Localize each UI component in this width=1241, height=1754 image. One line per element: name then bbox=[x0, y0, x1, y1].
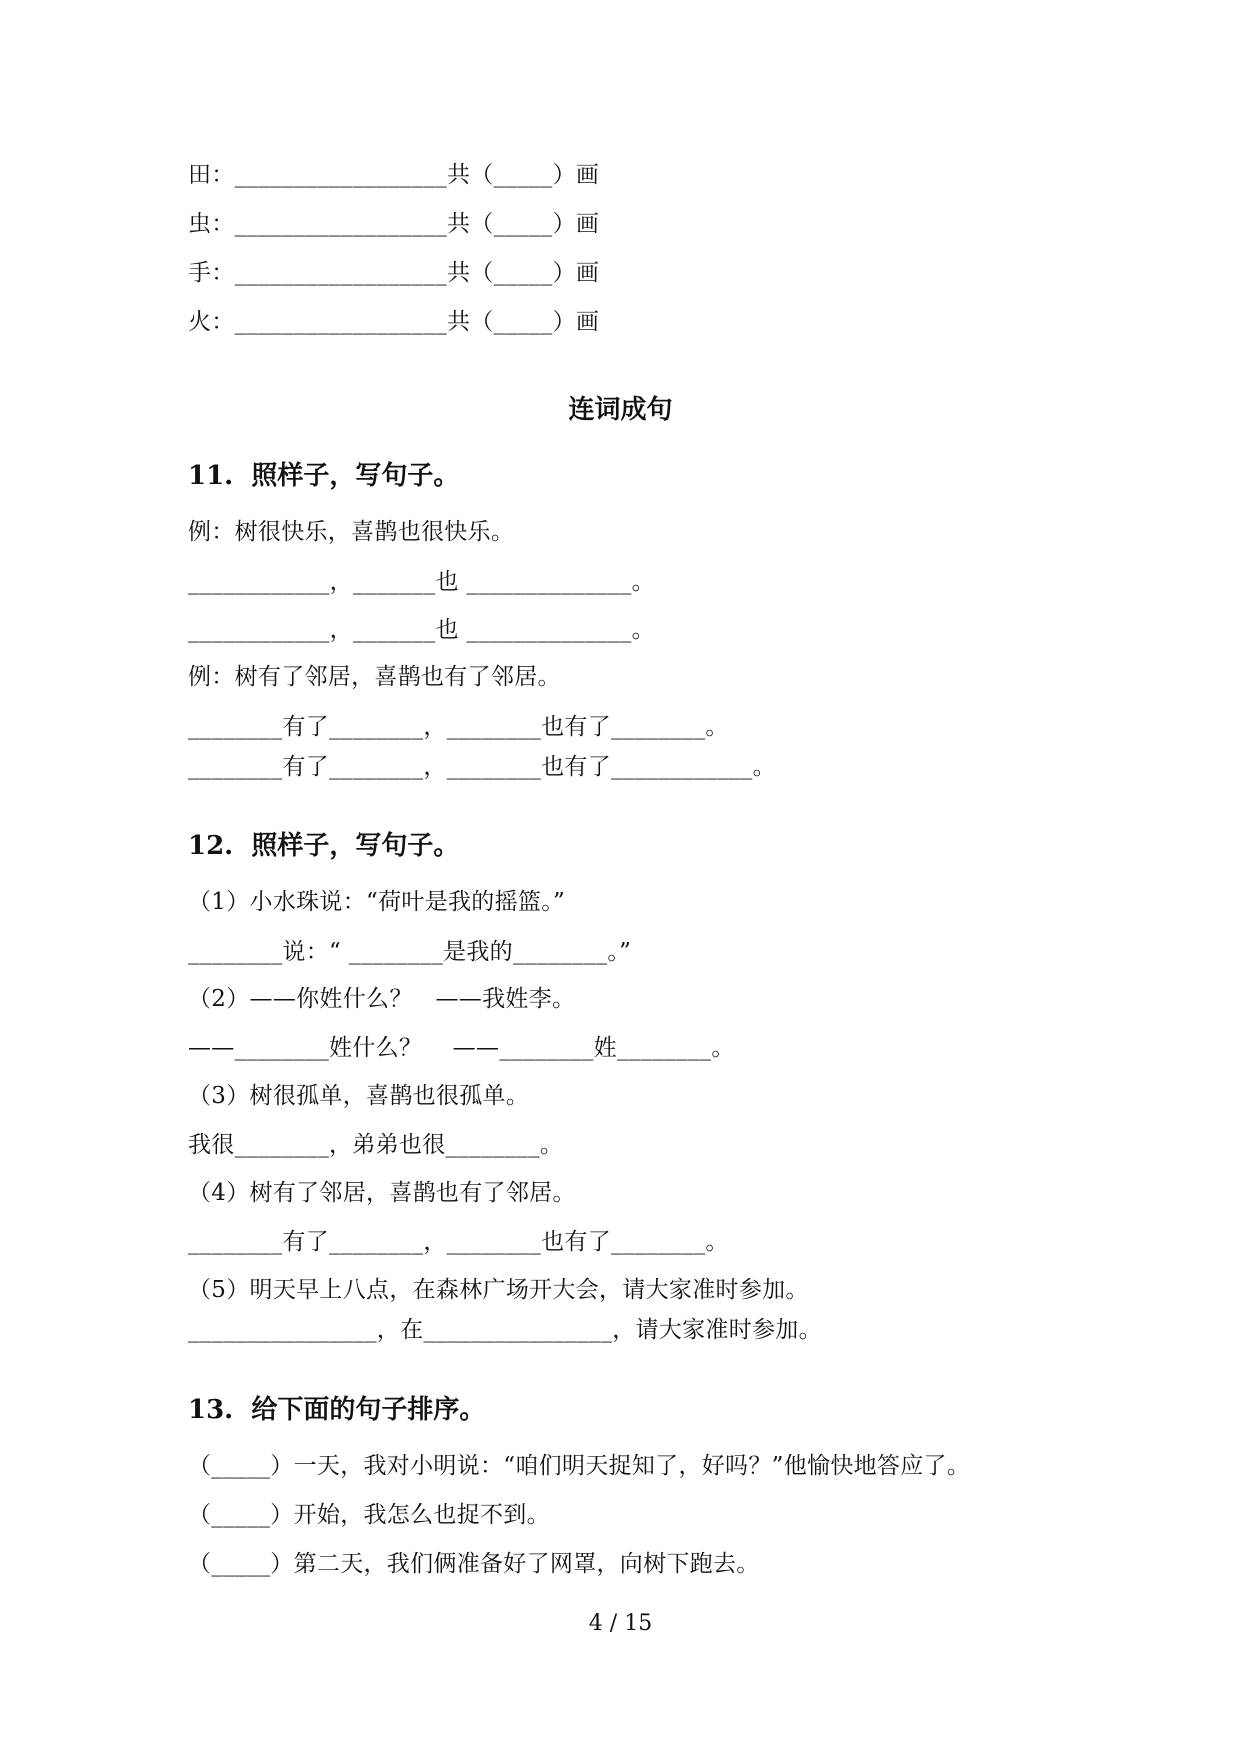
q13-sentence-2: （_____）开始，我怎么也捉不到。 bbox=[188, 1502, 550, 1528]
q12-blank-5: ________________，在________________，请大家准时参加。 bbox=[188, 1317, 822, 1343]
section-heading: 连词成句 bbox=[568, 395, 673, 425]
q12-blank-1: ________说：“ ________是我的________。” bbox=[188, 939, 632, 965]
stroke-line-shou: 手：__________________共（_____）画 bbox=[188, 260, 600, 286]
question-12-title: 12. 照样子，写句子。 bbox=[188, 831, 460, 861]
page-number: 4 / 15 bbox=[588, 1611, 653, 1636]
question-13-title: 13. 给下面的句子排序。 bbox=[188, 1395, 486, 1425]
q12-item-1: （1）小水珠说：“荷叶是我的摇篮。” bbox=[188, 889, 566, 915]
q11-blank-line-2: ____________，_______也 ______________。 bbox=[188, 617, 655, 643]
q12-blank-4: ________有了________，________也有了________。 bbox=[188, 1229, 729, 1255]
q11-blank-line-1: ____________，_______也 ______________。 bbox=[188, 569, 655, 595]
q13-sentence-3: （_____）第二天，我们俩准备好了网罩，向树下跑去。 bbox=[188, 1551, 760, 1577]
q11-example-1: 例：树很快乐，喜鹊也很快乐。 bbox=[188, 519, 515, 545]
q12-blank-3: 我很________，弟弟也很________。 bbox=[188, 1132, 564, 1158]
q11-blank-line-4: ________有了________，________也有了____________。 bbox=[188, 754, 776, 780]
q11-example-2: 例：树有了邻居，喜鹊也有了邻居。 bbox=[188, 664, 561, 690]
q11-blank-line-3: ________有了________，________也有了________。 bbox=[188, 714, 729, 740]
q12-item-3: （3）树很孤单，喜鹊也很孤单。 bbox=[188, 1083, 530, 1109]
q12-item-4: （4）树有了邻居，喜鹊也有了邻居。 bbox=[188, 1180, 576, 1206]
question-11-title: 11. 照样子，写句子。 bbox=[188, 461, 460, 491]
stroke-line-chong: 虫：__________________共（_____）画 bbox=[188, 211, 600, 237]
q12-item-2: （2）——你姓什么？ ——我姓李。 bbox=[188, 986, 576, 1012]
q12-blank-2: ——________姓什么？ ——________姓________。 bbox=[188, 1035, 735, 1061]
q13-sentence-1: （_____）一天，我对小明说：“咱们明天捉知了，好吗？”他愉快地答应了。 bbox=[188, 1453, 971, 1479]
stroke-line-huo: 火：__________________共（_____）画 bbox=[188, 309, 600, 335]
stroke-line-tian: 田：__________________共（_____）画 bbox=[188, 162, 600, 188]
q12-item-5: （5）明天早上八点，在森林广场开大会，请大家准时参加。 bbox=[188, 1277, 809, 1303]
